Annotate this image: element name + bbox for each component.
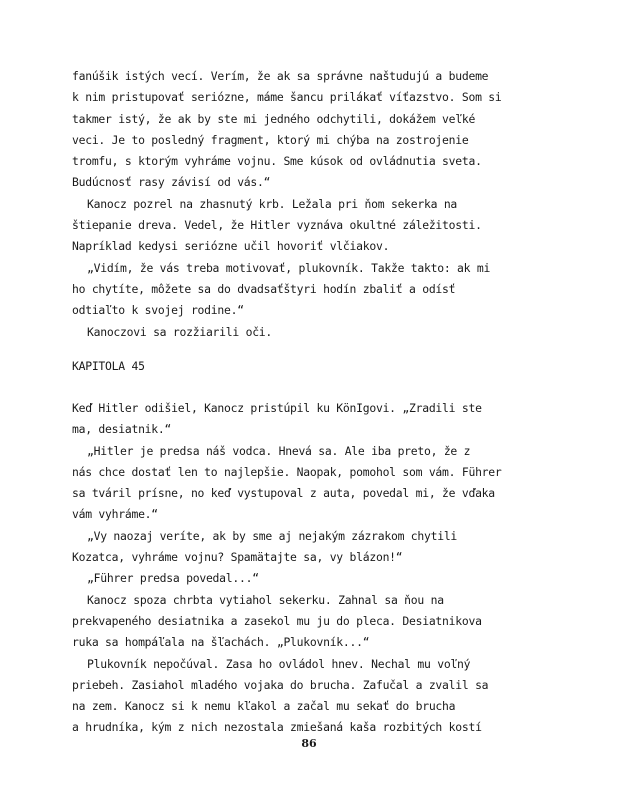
paragraph-block-bottom — [72, 398, 542, 739]
text-line: a hrudníka, kým z nich nezostala zmiešaná kaša rozbitých kostí — [72, 720, 482, 735]
text-line: sa tváril prísne, no keď vystupoval z auta, povedal mi, že vďaka — [72, 486, 495, 501]
paragraph-block-top — [72, 66, 542, 343]
text-line: fanúšik istých vecí. Verím, že ak sa správne naštudujú a budeme — [72, 69, 489, 83]
text-line: Plukovník nepočúval. Zasa ho ovládol hnev. Nechal mu voľný — [87, 656, 471, 671]
text-line: Kanocz spoza chrbta vytiahol sekerku. Zahnal sa ňou na — [87, 592, 444, 607]
text-line: Budúcnosť rasy závisí od vás.“ — [72, 175, 271, 190]
text-line: vám vyhráme.“ — [72, 507, 158, 522]
text-line: ruka sa hompáľala na šľachách. „Plukovník...“ — [72, 635, 370, 650]
text-line: takmer istý, že ak by ste mi jedného odchytili, dokážem veľké — [72, 111, 476, 126]
text-line: tromfu, s ktorým vyhráme vojnu. Sme kúsok od ovládnutia sveta. — [72, 154, 482, 169]
text-line: odtiaľto k svojej rodine.“ — [72, 303, 244, 318]
text-line: „Vy naozaj veríte, ak by sme aj nejakým zázrakom chytili — [87, 528, 458, 543]
text-line: Kozatca, vyhráme vojnu? Spamätajte sa, vy blázon!“ — [72, 550, 403, 565]
page-number: 86 — [301, 737, 317, 750]
text-line: priebeh. Zasiahol mladého vojaka do brucha. Zafučal a zvalil sa — [72, 677, 489, 692]
text-line: „Hitler je predsa náš vodca. Hnevá sa. Ale iba preto, že z — [87, 443, 471, 458]
text-line: štiepanie dreva. Vedel, že Hitler vyznáva okultné záležitosti. — [72, 218, 482, 233]
text-line: Kanocz pozrel na zhasnutý krb. Ležala pri ňom sekerka na — [87, 196, 458, 211]
text-line: prekvapeného desiatnika a zasekol mu ju do pleca. Desiatnikova — [72, 613, 482, 628]
text-line: Napríklad kedysi seriózne učil hovoriť vlčiakov. — [72, 239, 390, 254]
text-line: ho chytíte, môžete sa do dvadsaťštyri hodín zbaliť a odísť — [72, 281, 456, 296]
chapter-heading: KAPITOLA 45 — [72, 359, 145, 373]
text-line: k nim pristupovať seriózne, máme šancu prilákať víťazstvo. Som si — [72, 90, 502, 105]
text-line: „Vidím, že vás treba motivovať, plukovník. Takže takto: ak mi — [87, 260, 491, 275]
text-line: Keď Hitler odišiel, Kanocz pristúpil ku KönIgovi. „Zradili ste — [72, 401, 482, 415]
text-line: Kanoczovi sa rozžiarili oči. — [87, 324, 273, 339]
text-line: „Führer predsa povedal...“ — [87, 571, 259, 586]
text-line: ma, desiatnik.“ — [72, 422, 172, 437]
text-line: na zem. Kanocz si k nemu kľakol a začal mu sekať do brucha — [72, 699, 456, 714]
text-line: nás chce dostať len to najlepšie. Naopak, pomohol som vám. Führer — [72, 464, 502, 479]
text-line: veci. Je to posledný fragment, ktorý mi chýba na zostrojenie — [72, 132, 469, 147]
